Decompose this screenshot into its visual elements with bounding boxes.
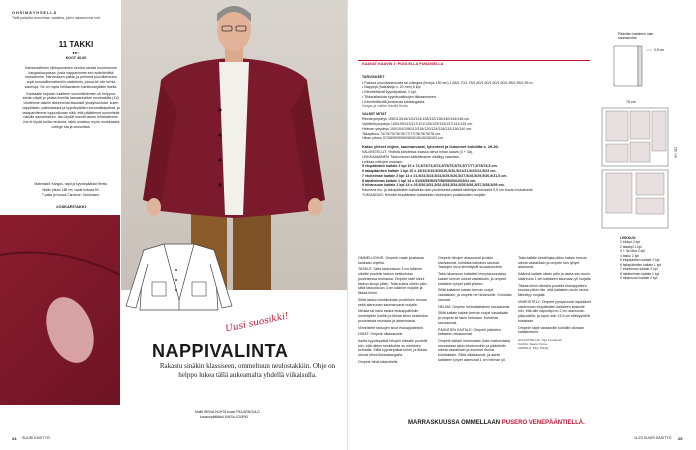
supplies-item: • Paksua puuvillaneulosta tai collegea (leveys 150 cm) 1,65/1,70/1,75/1,80/1,90/1,90/1,90/1,95/1,95/1,95 m.: [362, 80, 534, 85]
instruction-paragraph: Silitä taskun keskikohdan puoleisen reunan sekä alareunan saumanvarat nurjalle.: [358, 297, 427, 307]
supplies-note: Kangas ja mallien tekstilä Hertta.: [362, 104, 409, 109]
measure-item: Rinnanympärys 108/113/116/120/124/128/132/136/140/144/148 cm.: [362, 117, 471, 122]
measures-heading: VALMIT MITAT: [362, 111, 387, 116]
box-title: KAAVAT KAAVIN 2: PUOLELLA PUNAISELLA: [362, 62, 444, 66]
intro-paragraph-2: Kankaalle sopivan vaatteen suunnittelemien oli helppoa: sehän näytti jo pelata ilmeiltä hamasnhelien neuletakilta (11)! Ulottimme takkiin tärkeimmät klassiset yksityiskohdat, kuten nappilistan, paikkataskut ja kyynärpäiden kenonatkapaikat, ja tasapaivitimme tuppuolivaan niitä, että päättimme suunnitella naisille samantaisen. Ilan löydät tulevat talven lehdistämme. Jos et löydä tuhtia neulosta, takki onnistuu myös murkkaasta college sta ja veosniista.: [22, 91, 120, 129]
detail-photo: [0, 215, 120, 405]
cut-line: Leikkaa mittojen mukaan:: [362, 159, 403, 164]
supplies-item: • Nappeja (halkaisija n. 20 mm) 6 kpl.: [362, 85, 422, 90]
technical-drawing: [114, 240, 244, 320]
script-text: Uusi suosikki!: [224, 311, 290, 335]
instruction-paragraph: Taita kaitale keskilinjaa pitkin kaksin kerroin oikeat vastakkain ja ompele sen lyhyet alareunat.: [518, 256, 588, 270]
hashtag: #OSKARITAKKI: [56, 204, 86, 209]
diagram-side: 150 cm: [673, 146, 678, 158]
credit-materials: Materiaalit: Kangas, napit ja kyynärpäälaat Hertta.: [34, 182, 108, 186]
instruction-paragraph: Tikkaa kiinni oikealla puolella etukappaleen reunaa pitkin niin, että kaitaleen avoin reuna kiinnittyy nurjalla.: [518, 283, 589, 298]
instruction-paragraph: Aseta kyynärpaikat hihojen oikealle puolelle niin, että niiden keskikohta on merkkien kohdalla. Silitä kyynärpaikat kiinni, ja tikkaa reunat kiinni tikkauslangalla.: [358, 339, 428, 358]
instruction-paragraph: Silitä kaitale kaksin kerroin nurjat vastakkain ja ompele se takin helmaan. Kohdista sivusaumat.: [438, 311, 509, 325]
section-title: OHSIMÄYHSELLÄ: [12, 10, 58, 15]
supplies-item: • Kiinnitettävälä joustavaa tukikangasta.: [362, 99, 426, 104]
intro-text: [22, 66, 120, 132]
legend-item: 9 hihansuun kaitale 2 kpl: [620, 276, 658, 281]
instruction-paragraph: Ompele kaitale olommasta (tuke mattomasta) reunastaan takin etureunoihin ja pääntielle; oikeat vastakkain ja avoimet reunat kohdakkain. Silitä olkasaumat, ja aseta kaitaleen lyhyet alareunat 1 cm helman yli.: [438, 339, 511, 362]
credit-clothes: T-paita ja housut Carolone, Stockmann.: [42, 192, 100, 197]
legend-item: 6 takapääntien kaitale 1 kpl: [620, 262, 662, 267]
instructions-column-2: [438, 256, 512, 365]
elbow-patch-illustration: [0, 215, 120, 405]
instruction-paragraph: HELMA: Ompele helmakaitaleen sivusaumat.: [438, 304, 511, 309]
instructions-column-1: [358, 256, 432, 367]
cutting-layout-diagram-2: [600, 168, 680, 230]
diagram-small-measure: 0,5 cm: [654, 48, 665, 52]
diagram-width: 75 cm: [626, 100, 636, 104]
footer-teaser-black: MARRASKUUSSA OMMELLAAN: [408, 420, 501, 426]
cut-line: VALMISTELUT: Yhdistä kahdessa osassa oleva hihan kaava (3 + 3a).: [362, 150, 474, 155]
instruction-paragraph: Ompele hihat kädentielle.: [358, 359, 399, 364]
measure-item: Takapituus 74/75/75/76/76/77/77/78/78/78/78 cm.: [362, 131, 441, 136]
design-credits: SUUNITTELIJA: Tiija Kostiainen KAAVA: Saara Voime OMPELU: Pirjo Willöly: [518, 338, 563, 351]
instruction-paragraph: VIIMEISTELY: Ompele pystysuorat napinlävet vasemman etupääntien kaitaleen keskelle niin, että alin napinläpi on 2 cm alareunan yläpuolella, ja loput noin 13,5 cm etäisyydellä toisistaan.: [518, 299, 592, 323]
footer-teaser-red: PUSERO VENEPÄÄNTIELLÄ.: [501, 420, 585, 426]
legend-item: 3 + 3a hiha 2 kpl: [620, 249, 645, 254]
cut-line: 9 hihansuun kaitale 2 kpl 14 x 29,5/30,5/31,5/32,5/33,5/34,5/35,5/36,5/37,5/38,5/39 cm.: [362, 183, 505, 188]
cut-line: 6 takapääntien kaitale 1 kpl 10 x 19/19,5/19,5/20/20,5/20,5/21/21,5/22/22,5/23 cm.: [362, 169, 497, 174]
legend-item: 5 etupääntien kaitale 2 kpl: [620, 258, 660, 263]
difficulty-dots: ●●○: [72, 50, 80, 55]
magazine-issue-right: 11/23 SUURI KÄSITYÖ: [634, 436, 672, 440]
measure-item: Hihan pituus 57/58/59/59/60/60/61/61/62/62/63 cm.: [362, 136, 444, 141]
instruction-paragraph: Ompele napit vastaaville kohdille oikeaan kaitaleeseen.: [518, 325, 584, 335]
supplies-item: • Kiinnitettävät kyynärpaikat, 2 kpl.: [362, 90, 417, 95]
right-page: [348, 0, 696, 450]
cut-line: Kaveena eiu: ja takapääntien kaitaleita olan puoleisesta päästä taittelijan kohdalta 0,5 cm kuvan mukaisesti.: [362, 188, 534, 193]
headline: NAPPIVALINTA: [152, 341, 289, 361]
footer-teaser: [408, 420, 585, 428]
instruction-paragraph: HIHAT: Ompele olkasaumat.: [358, 332, 404, 337]
cut-line: LEIKKAAMINEN: Taskunsuun kääntäminen sisältyy kaavaan.: [362, 154, 460, 159]
legend-item: 7 etuhelman kaitale 2 kpl: [620, 267, 658, 272]
instruction-paragraph: OMMELUOHJE: Ompele vaate joustavan kankaan ohjeilla.: [358, 256, 425, 265]
instruction-paragraph: Käännä kaitale oikein päin ja aseta sen avoin sisäreuna 1 cm kaitaleen saumaan yli nurjalla.: [518, 272, 592, 281]
pattern-sizes: KOOT 46-66: [65, 56, 87, 60]
legend-item: 1 etukpl 2 kpl: [620, 240, 640, 245]
legend-item: 4 tasku 2 kpl: [620, 253, 640, 258]
cut-line: 8 takahelman kaitale 1 kpl 14 x 51/53/55/56/57/58/59/60/62/63/64 cm.: [362, 178, 477, 183]
instruction-paragraph: Silitä kaitaleet kaksin kerroin nurjat vastakkain, ja ompele ne hihansuille. Kohdista saumat.: [438, 288, 512, 302]
instruction-paragraph: PÄÄNTIEN KAITALE: Ompele pääntien kaitaleen olkasaumat.: [438, 327, 501, 337]
credit-model: Mallin pituus 188 cm, vaate kokoaa 50.: [42, 188, 100, 193]
page-number-left: 24: [12, 436, 17, 441]
cut-line: 7 etuhelman kaitale 2 kpl 14 x 21,5/23,5/23,5/24,5/25,5/26,5/27,5/28,5/29,5/30,5/31,5 cm.: [362, 173, 508, 178]
measure-item: Helman ympärys 100/104/108/112/116/120/124/128/132/136/140 cm.: [362, 126, 473, 131]
supplies-item: • Tikkauslankaa kyynärpaikkojen tikkaamiseen.: [362, 94, 437, 99]
instruction-paragraph: TASKUT: Taita taskunsuun 3 cm käänne oikeille puolelle taskun kesikohdan puoleisessa reunassa. Ompele taite kiinni taskun sivuja pitkin. Taita kulma oikein päin, silitä taskunsuun 3 cm käänne nurjalle ja tikkaa kiinni.: [358, 267, 428, 296]
cut-line: 5 etupääntien kaitale 2 kpl 10 x 72,5/73/73,5/74,5/75/75,5/76,5/77/77,5/78/78,5 cm.: [362, 164, 498, 169]
supplies-block: [362, 75, 588, 198]
cutting-layout-diagram: [600, 106, 680, 168]
cut-heading: Katso yleiset ohjeet, saumanvarat, lyhenteet ja liukuimet kohdilta s. 29-30.: [362, 144, 499, 150]
intro-paragraph: Karismaattinen viininpunainen neuloa varasti huomiomme kangaskaupassa, josta nappasimme sen epäröimättä mukaamme. Harvinaisen paksu ja pehmeä puuvillaneulos sopii konstaillemattomiin vaatteisiin, joissa se oile turhia saumoja. Se on myös helläavainen harkinnanjälkiin itsella.: [24, 66, 118, 89]
legend-item: 8 takahelman kaitale 1 kpl: [620, 271, 660, 276]
instruction-paragraph: Taita hihansuun kaitaleet leveyssuunnassa kaksin kerroin oikeat vastakkain, ja ompele kaitaleen lyhyet päät yhteen.: [438, 272, 507, 286]
instructions-column-3: [518, 256, 592, 352]
cutting-legend: [620, 236, 690, 281]
measure-item: Vyötärönympärys 105/109/113/117/121/125/129/133/137/141/145 cm.: [362, 122, 474, 127]
section-subtitle: Tällä palstalla ommellaan vaatteita, joihin rakastumme heti.: [12, 16, 101, 20]
magazine-name-left: SUURI KÄSITYÖ: [22, 436, 50, 440]
instruction-paragraph: Viimeistele taskujen sivut etukappaleisiin.: [358, 325, 424, 330]
instruction-paragraph: Ompele hihojen alasaumat ja takin sivusaumat, kohdista kainalon saumat. Taskujen sivut kiinnittyvät sivusaumoihin.: [438, 256, 504, 270]
byline-chief: kuvauspäällikkö KAISA JOURKI: [200, 415, 249, 419]
pattern-number: 11 TAKKI: [58, 40, 94, 49]
page-number-right: 25: [678, 436, 683, 441]
credits: [22, 182, 120, 199]
cut-line: TUKIANGAS: Kiinnitä etupääntien kaitaleiden sisempien puoliskoiden nurjalle.: [362, 192, 487, 197]
legend-heading: LEIKKUU:: [620, 236, 637, 240]
legend-item: 2 takakpl 1 kpl: [620, 244, 642, 249]
supplies-heading: TARVIKKEET: [362, 75, 385, 79]
deck: Rakastu sinäkin klassiseen, ommeltuun neulostakkiin. Ohje on helppo lukea tällä aukeamalta yhdellä viikaisulla.: [159, 362, 336, 380]
instruction-paragraph: Neulaa tai harsi taskut etukappaleisiin merkittyihin kohtiin ja tikkaa kiinni keskiedun puoleisesta reunasta ja alareunasta.: [358, 309, 429, 323]
diagram-label-top: Pääntien kaitaleen olan saumakohta: [618, 32, 654, 41]
byline-photos: Mallit IRENA HUHTA kuvat PIIA ARNOULD: [195, 410, 260, 414]
